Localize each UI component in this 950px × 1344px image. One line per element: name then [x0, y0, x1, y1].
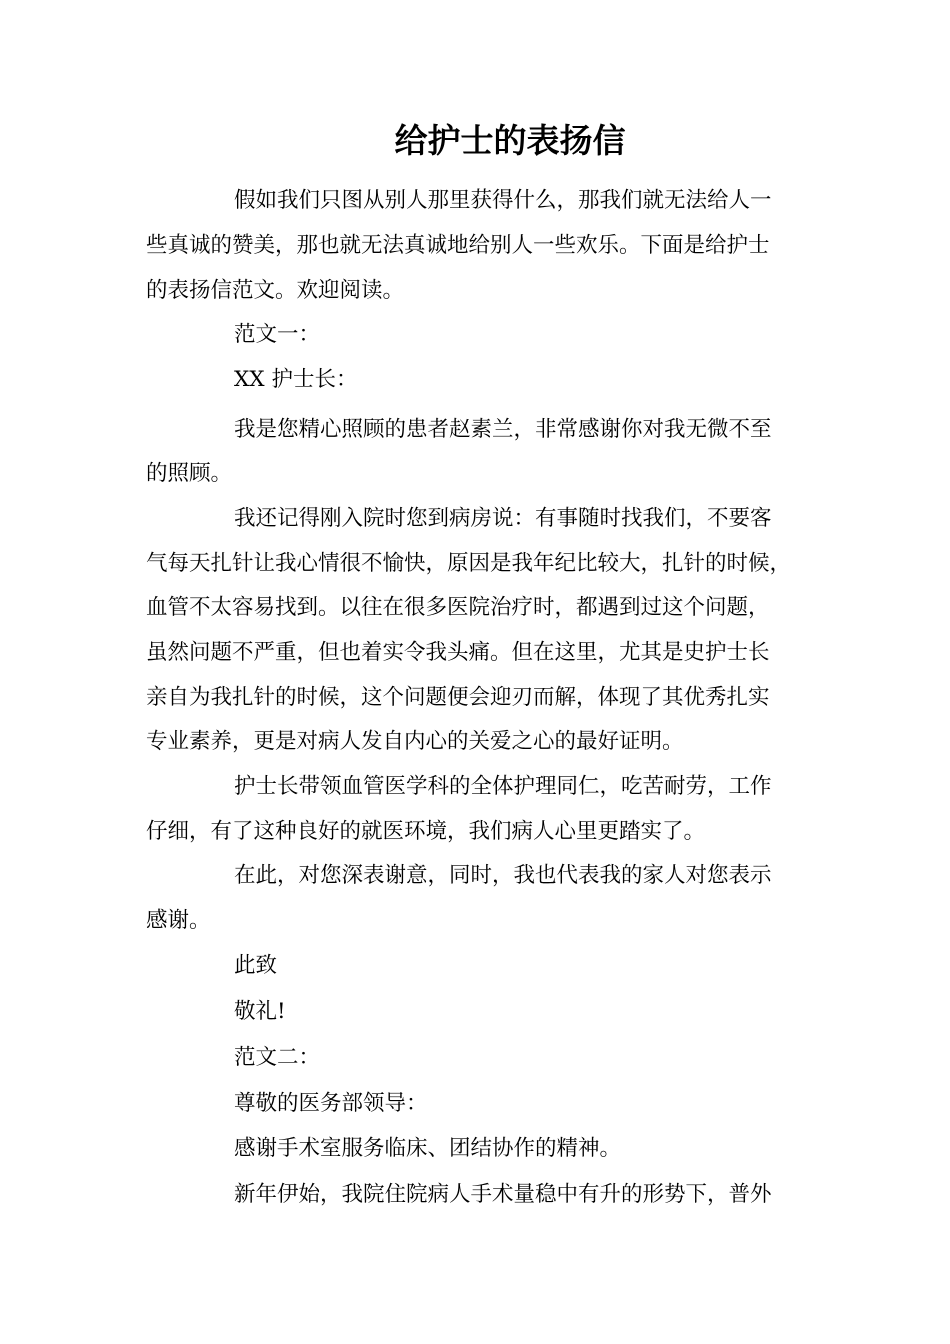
text-line: 的照顾。: [146, 461, 233, 486]
text-line: 专业素养，更是对病人发自内心的关爱之心的最好证明。: [146, 729, 684, 754]
text-line: 我还记得刚入院时您到病房说：有事随时找我们，不要客: [234, 506, 772, 531]
text-line: 护士长带领血管医学科的全体护理同仁，吃苦耐劳，工作: [234, 774, 772, 799]
text-line: 感谢。: [146, 908, 211, 933]
text-line: 亲自为我扎针的时候，这个问题便会迎刃而解，体现了其优秀扎实: [146, 685, 770, 710]
text-line: 假如我们只图从别人那里获得什么，那我们就无法给人一: [234, 188, 772, 213]
text-line: XX 护士长：: [234, 367, 358, 392]
text-line: 敬礼!: [234, 999, 286, 1024]
text-line: 些真诚的赞美，那也就无法真诚地给别人一些欢乐。下面是给护士: [146, 233, 770, 258]
text-line: 血管不太容易找到。以往在很多医院治疗时，都遇到过这个问题，: [146, 595, 770, 620]
text-line: 我是您精心照顾的患者赵素兰，非常感谢你对我无微不至: [234, 417, 772, 442]
text-line: 尊敬的医务部领导：: [234, 1091, 428, 1116]
text-line: 仔细，有了这种良好的就医环境，我们病人心里更踏实了。: [146, 819, 706, 844]
document-title: 给护士的表扬信: [394, 121, 626, 160]
text-line: 此致: [234, 953, 278, 978]
text-line: 虽然问题不严重，但也着实令我头痛。但在这里，尤其是史护士长: [146, 640, 770, 665]
text-line: 范文二：: [234, 1045, 321, 1070]
text-line: 的表扬信范文。欢迎阅读。: [146, 278, 405, 303]
text-line: 感谢手术室服务临床、团结协作的精神。: [234, 1136, 622, 1161]
text-line: 气每天扎针让我心情很不愉快，原因是我年纪比较大，扎针的时候，: [146, 551, 792, 576]
text-line: 范文一：: [234, 322, 321, 347]
text-line: 新年伊始，我院住院病人手术量稳中有升的形势下，普外: [234, 1182, 772, 1207]
text-line: 在此，对您深表谢意，同时，我也代表我的家人对您表示: [234, 863, 772, 888]
